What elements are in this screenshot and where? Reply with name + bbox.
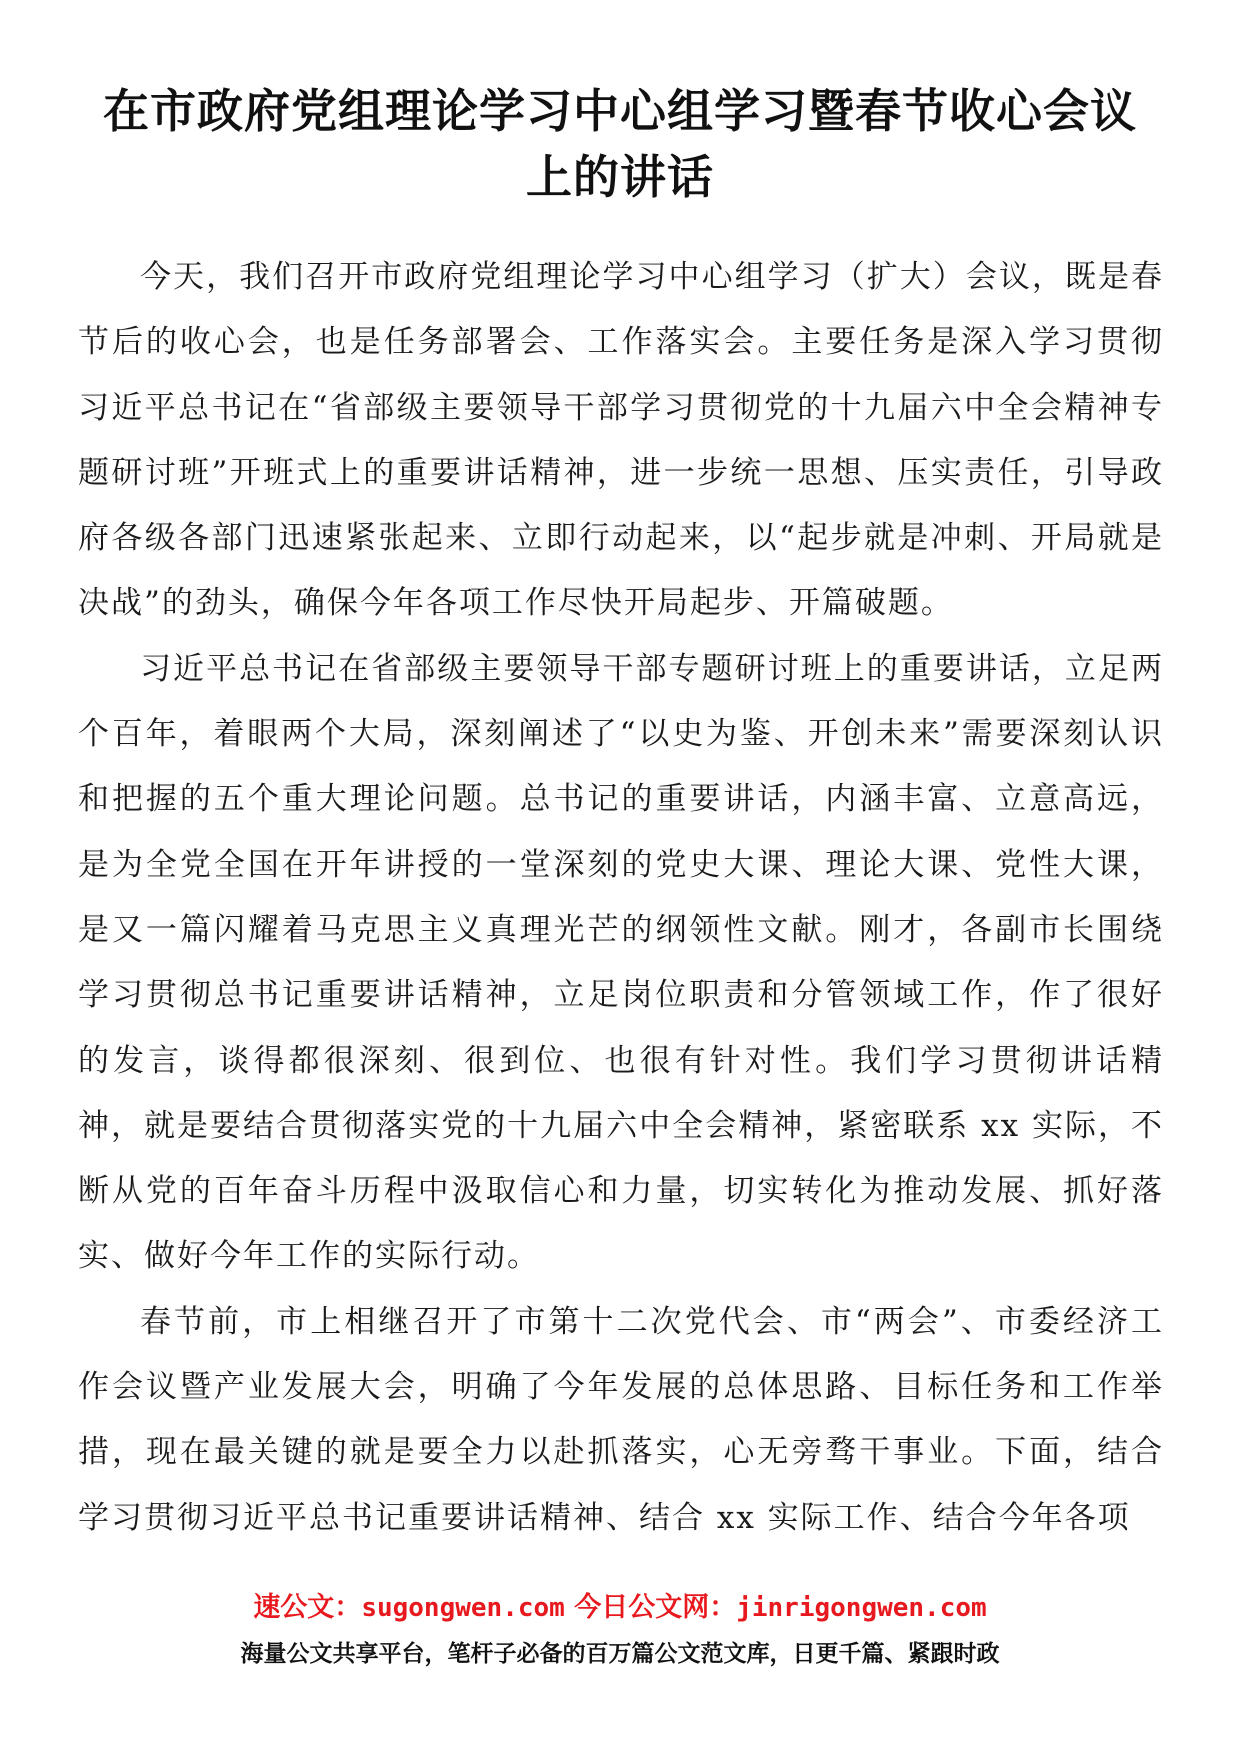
paragraph-3: 春节前，市上相继召开了市第十二次党代会、市“两会”、市委经济工作会议暨产业发展大会，明确了今年发展的总体思路、目标任务和工作举措，现在最关键的就是要全力以赴抓落实，心无旁骛干事业。下面，结合学习贯彻习近平总书记重要讲话精神、结合 xx 实际工作、结合今年各项 [78, 1303, 1164, 1536]
footer-tagline: 海量公文共享平台，笔杆子必备的百万篇公文范文库，日更千篇、紧跟时政 [240, 1641, 1000, 1667]
paragraph-1: 今天，我们召开市政府党组理论学习中心组学习（扩大）会议，既是春节后的收心会，也是任务部署会、工作落实会。主要任务是深入学习贯彻习近平总书记在“省部级主要领导干部学习贯彻党的十九届六中全会精神专题研讨班”开班式上的重要讲话精神，进一步统一思想、压实责任，引导政府各级各部门迅速紧张起来、立即行动起来，以“起步就是冲刺、开局就是决战”的劲头，确保今年各项工作尽快开局起步、开篇破题。 [78, 259, 1164, 622]
brand2-url-link[interactable]: jinrigongwen.com [736, 1593, 987, 1623]
paragraph-2: 习近平总书记在省部级主要领导干部专题研讨班上的重要讲话，立足两个百年，着眼两个大局，深刻阐述了“以史为鉴、开创未来”需要深刻认识和把握的五个重大理论问题。总书记的重要讲话，内涵丰富、立意高远，是为全党全国在开年讲授的一堂深刻的党史大课、理论大课、党性大课，是又一篇闪耀着马克思主义真理光芒的纲领性文献。刚才，各副市长围绕学习贯彻总书记重要讲话精神，立足岗位职责和分管领域工作，作了很好的发言，谈得都很深刻、很到位、也很有针对性。我们学习贯彻讲话精神，就是要结合贯彻落实党的十九届六中全会精神，紧密联系 xx 实际，不断从党的百年奋斗历程中汲取信心和力量，切实转化为推动发展、抓好落实、做好今年工作的实际行动。 [78, 650, 1164, 1275]
brand1-url-link[interactable]: sugongwen.com [361, 1593, 565, 1623]
brand1-label: 速公文： [253, 1592, 362, 1623]
document-body [78, 245, 1164, 1551]
document-title: 在市政府党组理论学习中心组学习暨春节收心会议上的讲话 [103, 84, 1137, 204]
brand2-label: 今日公文网： [574, 1592, 737, 1623]
footer-links-line [0, 1588, 1240, 1628]
footer-banner [0, 1588, 1240, 1674]
